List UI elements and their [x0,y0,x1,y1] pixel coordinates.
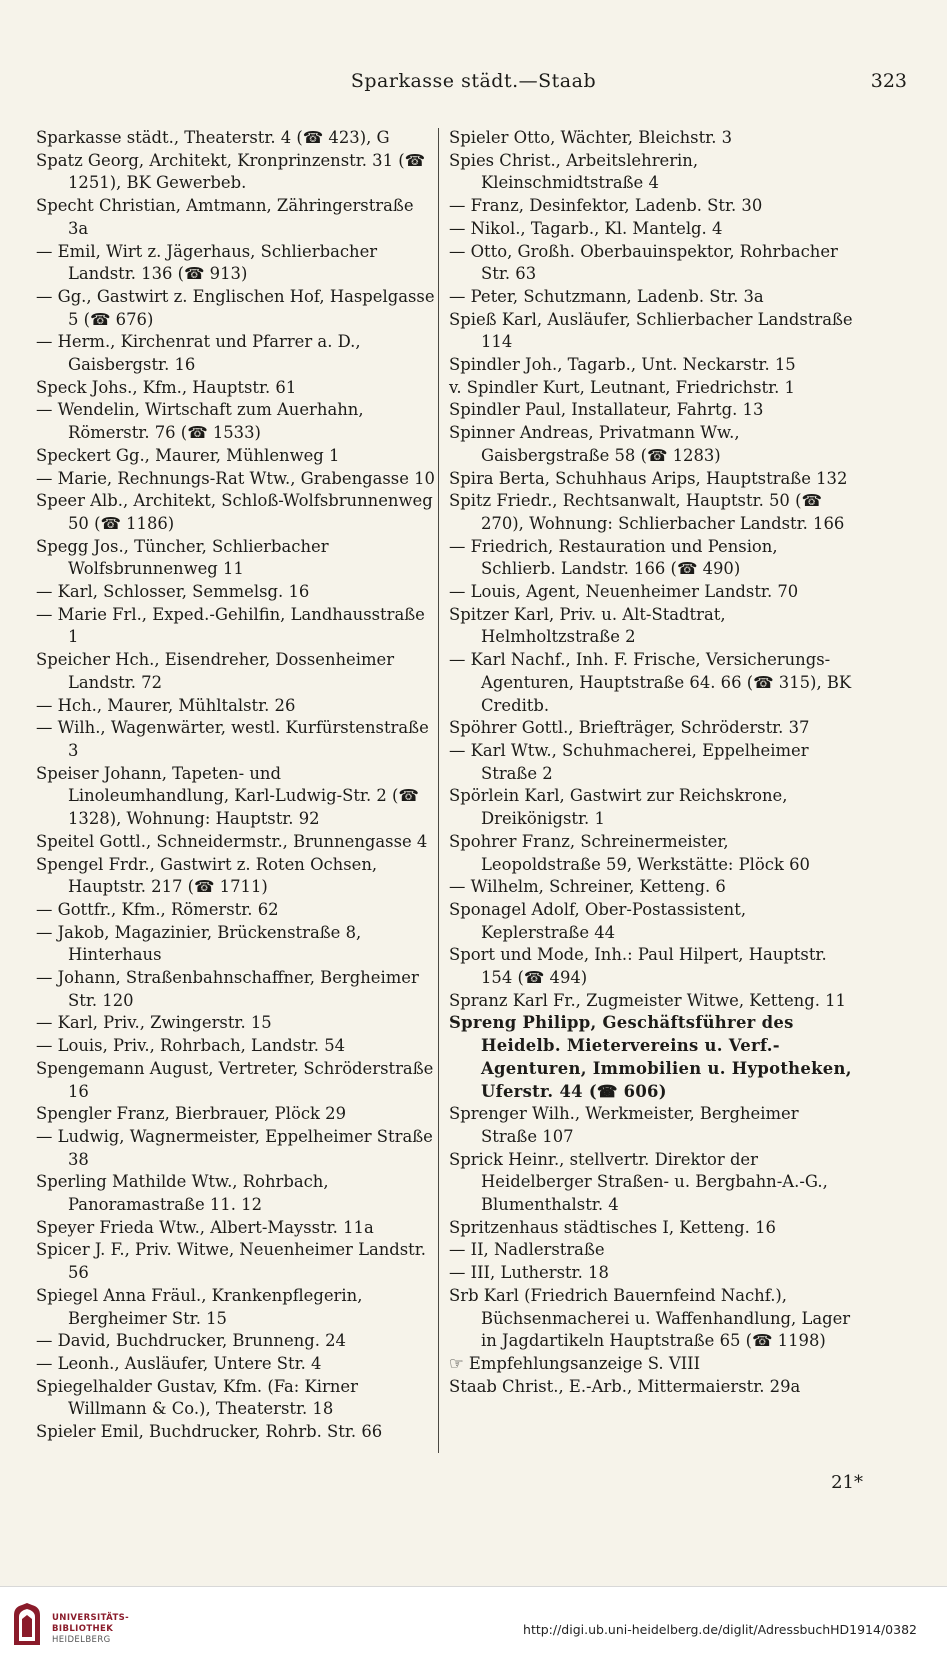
directory-entry: Speitel Gottl., Schneidermstr., Brunnengasse 4 [36,831,428,851]
directory-entry: Spinner Andreas, Privatmann Ww., Gaisbergstraße 58 (☎ 1283) [449,423,740,465]
directory-entry: Sport und Mode, Inh.: Paul Hilpert, Hauptstr. 154 (☎ 494) [449,945,827,988]
directory-entry: — Herm., Kirchenrat und Pfarrer a. D., Gaisbergstr. 16 [36,332,361,375]
directory-entry: — Karl, Schlosser, Semmelsg. 16 [36,582,310,602]
directory-entry: Sponagel Adolf, Ober-Postassistent, Keplerstraße 44 [449,899,747,942]
directory-entry: Spohrer Franz, Schreinermeister, Leopoldstraße 59, Werkstätte: Plöck 60 [449,831,810,874]
directory-entry: Spitz Friedr., Rechtsanwalt, Hauptstr. 50 (☎ 270), Wohnung: Schlierbacher Landstr. 166 [449,491,845,533]
directory-entry: — II, Nadlerstraße [449,1240,605,1260]
directory-entry: — Gottfr., Kfm., Römerstr. 62 [36,899,279,919]
directory-entry: — Nikol., Tagarb., Kl. Mantelg. 4 [449,218,723,238]
column-divider [438,128,439,1453]
directory-entry: — Ludwig, Wagnermeister, Eppelheimer Straße 38 [36,1126,433,1169]
directory-entry: — Louis, Priv., Rohrbach, Landstr. 54 [36,1036,346,1056]
directory-entry: — Jakob, Magazinier, Brückenstraße 8, Hinterhaus [36,922,362,965]
directory-entry: Spengemann August, Vertreter, Schröderstraße 16 [36,1058,434,1101]
library-seal-icon [10,1601,44,1649]
directory-entry: Staab Christ., E.-Arb., Mittermaierstr. 29a [449,1376,801,1396]
directory-entry: Spengel Frdr., Gastwirt z. Roten Ochsen, Hauptstr. 217 (☎ 1711) [36,854,378,897]
directory-entry: Spranz Karl Fr., Zugmeister Witwe, Ketteng. 11 [449,990,846,1010]
page-header [30,70,917,100]
directory-entry: Spies Christ., Arbeitslehrerin, Kleinschmidtstraße 4 [449,150,699,193]
directory-entry: Speyer Frieda Wtw., Albert-Maysstr. 11a [36,1217,374,1237]
logo-text-line: BIBLIOTHEK [52,1624,114,1634]
directory-entry: — Leonh., Ausläufer, Untere Str. 4 [36,1353,322,1373]
running-title: Sparkasse städt.—Staab [350,70,597,92]
directory-entry: Spegg Jos., Tüncher, Schlierbacher Wolfsbrunnenweg 11 [36,536,329,579]
left-column [36,127,436,1444]
directory-entry: — Karl, Priv., Zwingerstr. 15 [36,1013,272,1033]
directory-entry: Spindler Paul, Installateur, Fahrtg. 13 [449,400,764,420]
directory-entry: Srb Karl (Friedrich Bauernfeind Nachf.), Büchsenmacherei u. Waffenhandlung, Lager in Jagdartikeln Hauptstraße 65 (☎ 1198) [449,1285,851,1351]
directory-entry: — Wilhelm, Schreiner, Ketteng. 6 [449,877,726,897]
directory-entry: Spatz Georg, Architekt, Kronprinzenstr. 31 (☎ 1251), BK Gewerbeb. [36,150,426,193]
logo-text-line: UNIVERSITÄTS- [52,1613,130,1623]
directory-entry: Spöhrer Gottl., Briefträger, Schröderstr. 37 [449,718,810,738]
directory-entry: Spira Berta, Schuhhaus Arips, Hauptstraße 132 [449,468,848,488]
directory-entry: Sprick Heinr., stellvertr. Direktor der Heidelberger Straßen- u. Bergbahn-A.-G., Blumenthalstr. 4 [449,1149,828,1215]
directory-entry: — Marie Frl., Exped.-Gehilfin, Landhausstraße 1 [36,604,425,647]
library-logo[interactable] [10,1601,150,1651]
directory-entry: Spengler Franz, Bierbrauer, Plöck 29 [36,1104,346,1124]
directory-entry: — Otto, Großh. Oberbauinspektor, Rohrbacher Str. 63 [449,241,838,284]
directory-entry: — Marie, Rechnungs-Rat Wtw., Grabengasse 10 [36,468,435,488]
directory-entry: Spritzenhaus städtisches I, Ketteng. 16 [449,1217,776,1237]
directory-entry: — Peter, Schutzmann, Ladenb. Str. 3a [449,286,764,306]
directory-entry: — Wilh., Wagenwärter, westl. Kurfürstenstraße 3 [36,718,429,760]
directory-entry: — Friedrich, Restauration und Pension, Schlierb. Landstr. 166 (☎ 490) [449,536,778,579]
directory-entry: — David, Buchdrucker, Brunneng. 24 [36,1331,346,1351]
directory-entry: Sperling Mathilde Wtw., Rohrbach, Panoramastraße 11. 12 [36,1172,329,1215]
directory-entry: Specht Christian, Amtmann, Zähringerstraße 3a [36,196,414,238]
directory-entry: — Franz, Desinfektor, Ladenb. Str. 30 [449,196,763,216]
page-number: 323 [870,70,907,92]
directory-entry: Spiegel Anna Fräul., Krankenpflegerin, Bergheimer Str. 15 [36,1285,363,1328]
directory-entry: Sprenger Wilh., Werkmeister, Bergheimer Straße 107 [449,1104,799,1146]
directory-entry: Sparkasse städt., Theaterstr. 4 (☎ 423), G [36,128,390,147]
directory-entry: — Wendelin, Wirtschaft zum Auerhahn, Römerstr. 76 (☎ 1533) [36,400,364,443]
directory-entry: Spieler Emil, Buchdrucker, Rohrb. Str. 66 [36,1422,383,1442]
logo-text-line: HEIDELBERG [52,1635,111,1645]
directory-entry: — Hch., Maurer, Mühltalstr. 26 [36,695,296,715]
directory-entry: Spitzer Karl, Priv. u. Alt-Stadtrat, Helmholtzstraße 2 [449,604,726,647]
directory-entry: Speiser Johann, Tapeten- und Linoleumhandlung, Karl-Ludwig-Str. 2 (☎ 1328), Wohnung: Hauptstr. 92 [36,763,419,829]
directory-entry: v. Spindler Kurt, Leutnant, Friedrichstr. 1 [449,377,795,397]
directory-entry: — Emil, Wirt z. Jägerhaus, Schlierbacher Landstr. 136 (☎ 913) [36,241,378,284]
directory-entry: Spieß Karl, Ausläufer, Schlierbacher Landstraße 114 [449,309,853,352]
directory-entry: Speck Johs., Kfm., Hauptstr. 61 [36,377,297,397]
right-column [449,127,853,1398]
advertisement-reference: ☞ Empfehlungsanzeige S. VIII [449,1353,701,1373]
directory-entry: — III, Lutherstr. 18 [449,1263,609,1283]
directory-entry: — Louis, Agent, Neuenheimer Landstr. 70 [449,582,799,602]
directory-entry: Spicer J. F., Priv. Witwe, Neuenheimer Landstr. 56 [36,1240,427,1283]
directory-entry-highlighted: Spreng Philipp, Geschäftsführer des Heidelb. Mietervereins u. Verf.-Agenturen, Immobilien u. Hypotheken, Uferstr. 44 (☎ 606) [449,1013,852,1101]
footer-bar [0,1586,947,1666]
directory-entry: — Gg., Gastwirt z. Englischen Hof, Haspelgasse 5 (☎ 676) [36,286,435,329]
directory-entry: Speicher Hch., Eisendreher, Dossenheimer Landstr. 72 [36,650,395,692]
directory-entry: Speckert Gg., Maurer, Mühlenweg 1 [36,445,340,465]
directory-entry: Spörlein Karl, Gastwirt zur Reichskrone, Dreikönigstr. 1 [449,786,788,829]
source-url[interactable]: http://digi.ub.uni-heidelberg.de/diglit/AdressbuchHD1914/0382 [523,1622,917,1637]
directory-entry: Spiegelhalder Gustav, Kfm. (Fa: Kirner Willmann & Co.), Theaterstr. 18 [36,1376,358,1419]
directory-entry: Speer Alb., Architekt, Schloß-Wolfsbrunnenweg 50 (☎ 1186) [36,491,433,533]
signature-mark: 21* [831,1472,863,1493]
directory-entry: — Karl Nachf., Inh. F. Frische, Versicherungs-Agenturen, Hauptstraße 64. 66 (☎ 315), BK Creditb. [449,650,852,715]
directory-entry: — Johann, Straßenbahnschaffner, Bergheimer Str. 120 [36,968,419,1010]
directory-entry: Spieler Otto, Wächter, Bleichstr. 3 [449,128,733,147]
directory-entry: Spindler Joh., Tagarb., Unt. Neckarstr. 15 [449,355,796,375]
directory-entry: — Karl Wtw., Schuhmacherei, Eppelheimer Straße 2 [449,740,809,783]
